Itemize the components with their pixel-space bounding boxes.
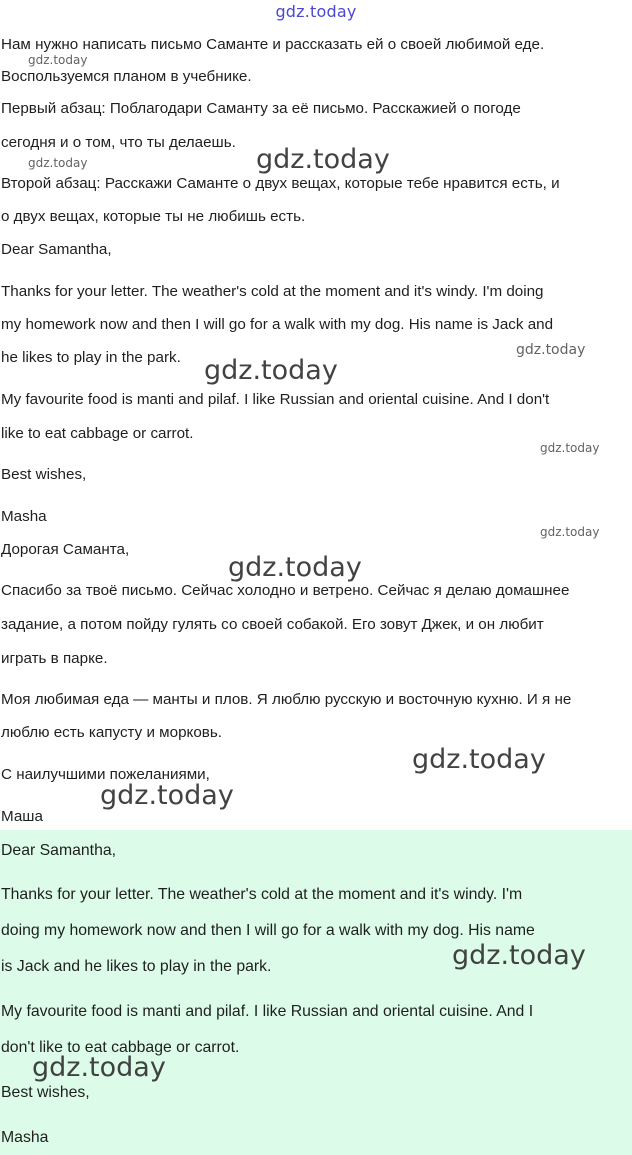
letter-en-line: he likes to play in the park. bbox=[1, 349, 181, 366]
answer-line: Thanks for your letter. The weather's cold at the moment and it's windy. I'm bbox=[1, 886, 523, 903]
letter-ru-line: люблю есть капусту и морковь. bbox=[1, 724, 222, 741]
letter-ru-greeting: Дорогая Саманта, bbox=[1, 541, 130, 558]
task-line: о двух вещах, которые ты не любишь есть. bbox=[1, 208, 306, 225]
answer-greeting: Dear Samantha, bbox=[1, 842, 117, 859]
letter-en-closing: Best wishes, bbox=[1, 466, 87, 483]
letter-ru-signature: Маша bbox=[1, 808, 43, 825]
letter-en-line: my homework now and then I will go for a walk with my dog. His name is Jack and bbox=[1, 316, 554, 333]
letter-ru-closing: С наилучшими пожеланиями, bbox=[1, 766, 210, 783]
task-line: Нам нужно написать письмо Саманте и рассказать ей о своей любимой еде. bbox=[1, 36, 545, 53]
answer-signature: Masha bbox=[1, 1129, 49, 1146]
answer-line: don't like to eat cabbage or carrot. bbox=[1, 1039, 240, 1056]
task-line: Второй абзац: Расскажи Саманте о двух вещах, которые тебе нравится есть, и bbox=[1, 175, 560, 192]
watermark: gdz.today bbox=[28, 53, 88, 67]
task-line: Воспользуемся планом в учебнике. bbox=[1, 68, 252, 85]
watermark: gdz.today bbox=[228, 552, 362, 583]
task-line: Первый абзац: Поблагодари Саманту за её письмо. Расскажией о погоде bbox=[1, 100, 521, 117]
task-line: сегодня и о том, что ты делаешь. bbox=[1, 134, 236, 151]
letter-en-line: Thanks for your letter. The weather's cold at the moment and it's windy. I'm doing bbox=[1, 283, 544, 300]
watermark: gdz.today bbox=[256, 144, 390, 175]
watermark: gdz.today bbox=[452, 940, 586, 971]
letter-en-signature: Masha bbox=[1, 508, 47, 525]
letter-en-line: like to eat cabbage or carrot. bbox=[1, 425, 194, 442]
watermark: gdz.today bbox=[412, 744, 546, 775]
watermark: gdz.today bbox=[32, 1052, 166, 1083]
watermark: gdz.today bbox=[28, 156, 88, 170]
watermark: gdz.today bbox=[100, 780, 234, 811]
answer-box bbox=[0, 830, 632, 1155]
letter-ru-line: Моя любимая еда — манты и плов. Я люблю русскую и восточную кухню. И я не bbox=[1, 691, 572, 708]
answer-line: doing my homework now and then I will go for a walk with my dog. His name bbox=[1, 922, 535, 939]
watermark: gdz.today bbox=[204, 355, 338, 386]
letter-ru-line: Спасибо за твоё письмо. Сейчас холодно и ветрено. Сейчас я делаю домашнее bbox=[1, 582, 570, 599]
site-logo[interactable]: gdz.today bbox=[275, 2, 357, 21]
watermark: gdz.today bbox=[516, 342, 586, 358]
letter-ru-line: задание, а потом пойду гулять со своей собакой. Его зовут Джек, и он любит bbox=[1, 616, 544, 633]
letter-en-greeting: Dear Samantha, bbox=[1, 241, 112, 258]
watermark: gdz.today bbox=[540, 525, 600, 539]
answer-line: is Jack and he likes to play in the park. bbox=[1, 958, 272, 975]
letter-ru-line: играть в парке. bbox=[1, 650, 108, 667]
answer-closing: Best wishes, bbox=[1, 1084, 90, 1101]
answer-line: My favourite food is manti and pilaf. I like Russian and oriental cuisine. And I bbox=[1, 1003, 534, 1020]
watermark: gdz.today bbox=[540, 441, 600, 455]
letter-en-line: My favourite food is manti and pilaf. I like Russian and oriental cuisine. And I don't bbox=[1, 391, 550, 408]
